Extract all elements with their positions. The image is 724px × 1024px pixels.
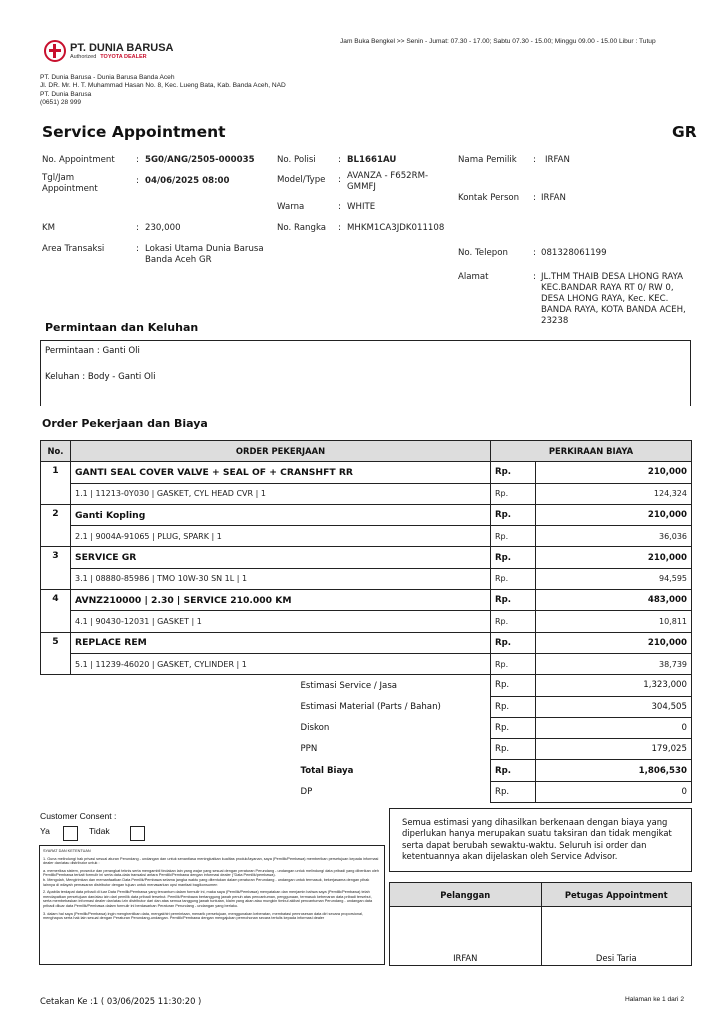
order-part-row bbox=[41, 611, 692, 632]
page-title: Service Appointment bbox=[42, 123, 226, 141]
summary-amount: 179,025 bbox=[536, 739, 692, 760]
order-table bbox=[40, 440, 692, 803]
telepon-value: 081328061199 bbox=[541, 248, 607, 258]
order-part-row bbox=[41, 526, 692, 547]
summary-label: DP bbox=[300, 786, 313, 797]
km-value: 230,000 bbox=[145, 223, 181, 233]
area-line: Banda Aceh GR bbox=[145, 255, 212, 265]
warna-label: Warna bbox=[277, 202, 305, 212]
warna-value: WHITE bbox=[347, 202, 376, 212]
currency-label: Rp. bbox=[491, 675, 536, 696]
order-part-row bbox=[41, 653, 692, 674]
area-value bbox=[145, 244, 264, 266]
terms-paragraph: 3. dalam hal saya (Pemilik/Pembawa) ingin menghentikan data, mengakhiri permintaan, menarik persetujuan, menggunakan keberatan, membatasi pemrosesan data diri secara proporsional, menghapus serta hak lain sesuai dengan Peraturan Perundang-undangan. Pemilik/Pembawa dengan mengajukan permohonan secara tertulis kepada informasi dealer bbox=[43, 911, 363, 921]
dealer-address bbox=[40, 74, 286, 108]
summary-label: PPN bbox=[300, 744, 318, 755]
order-item-row bbox=[41, 590, 692, 611]
summary-amount: 0 bbox=[536, 717, 692, 738]
model-line: GMMFJ bbox=[347, 182, 376, 192]
order-item-no: 4 bbox=[41, 590, 71, 633]
order-part-amount: 10,811 bbox=[536, 611, 692, 632]
tgl-label bbox=[42, 173, 98, 195]
area-label: Area Transaksi bbox=[42, 244, 105, 254]
pelanggan-label: Pelanggan bbox=[390, 883, 541, 907]
address-line: Jl. DR. Mr. H. T. Muhammad Hasan No. 8, Kec. Lueng Bata, Kab. Banda Aceh, NAD bbox=[40, 82, 286, 90]
logo-toyota-dealer: TOYOTA DEALER bbox=[100, 54, 147, 60]
currency-label: Rp. bbox=[491, 568, 536, 589]
summary-amount: 0 bbox=[536, 781, 692, 802]
estimate-disclaimer: Semua estimasi yang dihasilkan berkenaan dengan biaya yang diperlukan hanya merupakan suatu taksiran dan tidak mengikat serta dapat berubah sewaktu-waktu. Seluruh isi order dan ketentuannya akan dijelaskan oleh Service Advisor. bbox=[389, 808, 692, 872]
colon: : bbox=[338, 175, 341, 185]
order-item-amount: 210,000 bbox=[536, 504, 692, 525]
order-item-row bbox=[41, 632, 692, 653]
petugas-name: Desi Taria bbox=[595, 953, 637, 963]
order-part-desc: 5.1 | 11239-46020 | GASKET, CYLINDER | 1 bbox=[71, 653, 491, 674]
order-item-job: AVNZ210000 | 2.30 | SERVICE 210.000 KM bbox=[71, 590, 491, 611]
colon: : bbox=[533, 248, 536, 258]
alamat-line: DESA LHONG RAYA, Kec. KEC. bbox=[541, 294, 669, 304]
order-item-job: Ganti Kopling bbox=[71, 504, 491, 525]
keluhan-text: Keluhan : Body - Ganti Oli bbox=[45, 372, 156, 382]
currency-label: Rp. bbox=[491, 483, 536, 504]
order-part-desc: 2.1 | 9004A-91065 | PLUG, SPARK | 1 bbox=[71, 526, 491, 547]
colon: : bbox=[533, 272, 536, 282]
consent-tidak-label: Tidak bbox=[89, 826, 110, 836]
currency-label: Rp. bbox=[491, 462, 536, 483]
currency-label: Rp. bbox=[491, 781, 536, 802]
order-item-row bbox=[41, 504, 692, 525]
order-item-amount: 210,000 bbox=[536, 547, 692, 568]
colon: : bbox=[533, 155, 536, 165]
order-item-row bbox=[41, 547, 692, 568]
order-part-desc: 3.1 | 08880-85986 | TMO 10W-30 SN 1L | 1 bbox=[71, 568, 491, 589]
terms-paragraph: 2. Apabila terdapat data pribadi di luar Data Pemilik/Pembawa yang tercantum dalam formulir ini, maka saya (Pemilik/Pembawa) menyatakan dan menjamin bahwa saya (Pemilik/Pembawa) telah mendapatkan persetujuan dan/atau izin dari pemilik data pribadi tersebut. Pemilik/Pembawa bertanggung jawab penuh atas pencantuman, penggunaan, termasuk kebenaran data pribadi tersebut, serta membebaskan informasi dealer dan/atau izin distributor dari dan atas semua tanggung jawab tuntutan, klaim yang akan atau mungkin timbul akibat pencantuman Perundang - undangan data pribadi diluar data Pemilik/Pembawa dalam formulir ini berdasarkan Peraturan Perundang - undangan yang berlaku. bbox=[43, 890, 373, 908]
summary-label: Estimasi Service / Jasa bbox=[300, 680, 398, 691]
colon: : bbox=[533, 193, 536, 203]
terms-title: SYARAT DAN KETENTUAN bbox=[43, 849, 91, 853]
currency-label: Rp. bbox=[491, 590, 536, 611]
summary-label: Estimasi Material (Parts / Bahan) bbox=[300, 701, 441, 712]
colon: : bbox=[136, 155, 139, 165]
col-cost-header: PERKIRAAN BIAYA bbox=[491, 441, 692, 462]
address-line: (0651) 28 999 bbox=[40, 99, 82, 107]
rangka-label: No. Rangka bbox=[277, 223, 327, 233]
order-part-amount: 38,739 bbox=[536, 653, 692, 674]
summary-row bbox=[41, 696, 692, 717]
col-no-header: No. bbox=[41, 441, 71, 462]
keluhan-section-title: Permintaan dan Keluhan bbox=[45, 321, 199, 334]
order-item-amount: 210,000 bbox=[536, 632, 692, 653]
order-part-desc: 4.1 | 90430-12031 | GASKET | 1 bbox=[71, 611, 491, 632]
colon: : bbox=[338, 202, 341, 212]
alamat-line: KEC.BANDAR RAYA RT 0/ RW 0, bbox=[541, 283, 674, 293]
service-type-code: GR bbox=[672, 123, 697, 141]
summary-row bbox=[41, 781, 692, 802]
model-value bbox=[347, 171, 428, 193]
logo-subtitle bbox=[70, 54, 174, 60]
currency-label: Rp. bbox=[491, 653, 536, 674]
address-line: PT. Dunia Barusa bbox=[40, 90, 92, 98]
consent-label: Customer Consent : bbox=[40, 811, 117, 821]
order-item-row bbox=[41, 462, 692, 483]
consent-tidak-checkbox[interactable] bbox=[130, 826, 145, 841]
summary-label: Diskon bbox=[300, 723, 330, 733]
currency-label: Rp. bbox=[491, 632, 536, 653]
order-part-amount: 36,036 bbox=[536, 526, 692, 547]
order-item-no: 1 bbox=[41, 462, 71, 505]
summary-row bbox=[41, 675, 692, 696]
polisi-value: BL1661AU bbox=[347, 155, 397, 165]
company-logo bbox=[44, 40, 174, 62]
alamat-value bbox=[541, 272, 686, 327]
tgl-label-line: Appointment bbox=[42, 184, 98, 194]
currency-label: Rp. bbox=[491, 739, 536, 760]
order-item-amount: 210,000 bbox=[536, 462, 692, 483]
logo-authorized: Authorized bbox=[70, 54, 97, 60]
alamat-line: BANDA RAYA, KOTA BANDA ACEH, bbox=[541, 305, 686, 315]
summary-label: Total Biaya bbox=[300, 765, 354, 776]
keluhan-box bbox=[40, 340, 691, 406]
order-section-title: Order Pekerjaan dan Biaya bbox=[42, 417, 208, 430]
colon: : bbox=[136, 176, 139, 186]
order-item-amount: 483,000 bbox=[536, 590, 692, 611]
area-line: Lokasi Utama Dunia Barusa bbox=[145, 244, 264, 254]
pelanggan-signature bbox=[390, 883, 541, 965]
col-job-header: ORDER PEKERJAAN bbox=[71, 441, 491, 462]
print-info: Cetakan Ke :1 ( 03/06/2025 11:30:20 ) bbox=[40, 996, 202, 1006]
km-label: KM bbox=[42, 223, 56, 233]
summary-row bbox=[41, 717, 692, 738]
currency-label: Rp. bbox=[491, 760, 536, 781]
model-label: Model/Type bbox=[277, 175, 326, 185]
order-part-desc: 1.1 | 11213-0Y030 | GASKET, CYL HEAD CVR | 1 bbox=[71, 483, 491, 504]
alamat-line: JL.THM THAIB DESA LHONG RAYA bbox=[541, 272, 684, 282]
alamat-label: Alamat bbox=[458, 272, 489, 282]
company-name: PT. DUNIA BARUSA bbox=[70, 42, 174, 54]
page-info: Halaman ke 1 dari 2 bbox=[625, 996, 685, 1003]
tgl-value: 04/06/2025 08:00 bbox=[145, 176, 230, 186]
model-line: AVANZA - F652RM- bbox=[347, 171, 429, 181]
customer-consent bbox=[40, 811, 116, 821]
signature-box bbox=[389, 882, 692, 966]
order-part-amount: 124,324 bbox=[536, 483, 692, 504]
colon: : bbox=[136, 223, 139, 233]
dunia-barusa-logo-icon bbox=[44, 40, 66, 62]
petugas-signature bbox=[541, 883, 692, 965]
order-item-job: SERVICE GR bbox=[71, 547, 491, 568]
telepon-label: No. Telepon bbox=[458, 248, 508, 258]
currency-label: Rp. bbox=[491, 717, 536, 738]
currency-label: Rp. bbox=[491, 504, 536, 525]
kontak-label: Kontak Person bbox=[458, 193, 520, 203]
currency-label: Rp. bbox=[491, 526, 536, 547]
colon: : bbox=[338, 155, 341, 165]
summary-row bbox=[41, 760, 692, 781]
address-line: PT. Dunia Barusa - Dunia Barusa Banda Aceh bbox=[40, 74, 175, 81]
order-item-no: 2 bbox=[41, 504, 71, 547]
colon: : bbox=[136, 244, 139, 254]
order-part-row bbox=[41, 483, 692, 504]
order-part-row bbox=[41, 568, 692, 589]
workshop-hours: Jam Buka Bengkel >> Senin - Jumat: 07.30 - 17.00; Sabtu 07.30 - 15.00; Minggu 09.00 - 15.00 Libur : Tutup bbox=[340, 38, 656, 45]
summary-row bbox=[41, 739, 692, 760]
consent-ya-label: Ya bbox=[40, 826, 50, 836]
pemilik-value: IRFAN bbox=[545, 155, 570, 165]
consent-ya-checkbox[interactable] bbox=[63, 826, 78, 841]
terms-paragraph: 1. Guna melindungi hak privasi sesuai aturan Perundang - undangan dan untuk senantiasa meningkatkan kualitas produk/layanan, saya (Pemilik/Pembawa) memberikan persetujuan kepada informasi dealer dan/atau distributor untuk : bbox=[43, 856, 379, 866]
summary-amount: 1,806,530 bbox=[536, 760, 692, 781]
petugas-label: Petugas Appointment bbox=[542, 883, 692, 907]
order-item-job: REPLACE REM bbox=[71, 632, 491, 653]
pemilik-label: Nama Pemilik bbox=[458, 155, 517, 165]
terms-paragraph: b. Mengolah, Mengirimkan dan memanfaatkan Data Pemilik/Pembawa selama jangka waktu yang ditentukan dalam peraturan Perundang - undangan untuk termasuk, bekerjasama dengan pihak lainnya di wilayah pemasaran distributor dengan tujuan untuk menawarkan opsi manfaat bagikonsumen bbox=[43, 877, 370, 887]
currency-label: Rp. bbox=[491, 611, 536, 632]
polisi-label: No. Polisi bbox=[277, 155, 316, 165]
order-item-no: 3 bbox=[41, 547, 71, 590]
kontak-value: IRFAN bbox=[541, 193, 566, 203]
permintaan-text: Permintaan : Ganti Oli bbox=[45, 346, 140, 356]
currency-label: Rp. bbox=[491, 547, 536, 568]
terms-box bbox=[39, 845, 385, 965]
rangka-value: MHKM1CA3JDK011108 bbox=[347, 223, 445, 233]
order-item-job: GANTI SEAL COVER VALVE + SEAL OF + CRANSHFT RR bbox=[71, 462, 491, 483]
no-appointment-label: No. Appointment bbox=[42, 155, 115, 165]
order-part-amount: 94,595 bbox=[536, 568, 692, 589]
summary-amount: 304,505 bbox=[536, 696, 692, 717]
no-appointment-value: 5G0/ANG/2505-000035 bbox=[145, 155, 255, 165]
alamat-line: 23238 bbox=[541, 316, 569, 326]
currency-label: Rp. bbox=[491, 696, 536, 717]
colon: : bbox=[338, 223, 341, 233]
tgl-label-line: Tgl/Jam bbox=[42, 173, 75, 183]
order-item-no: 5 bbox=[41, 632, 71, 675]
summary-amount: 1,323,000 bbox=[536, 675, 692, 696]
pelanggan-name: IRFAN bbox=[453, 953, 478, 963]
terms-paragraph: a. memeriksa sistem, prosedur dan perangkat teknis serta mengambil tindakan lain yang wajar yang sesuai dengan peraturan Perundang - undangan untuk melindungi data pribadi yang diberikan oleh Pemilik/Pembawa terkait formulir ini serta data-data transaksi antara Pemilik/Pembawa dengan informasi dealer ("Data Pemilik/pembawa). bbox=[43, 868, 380, 878]
